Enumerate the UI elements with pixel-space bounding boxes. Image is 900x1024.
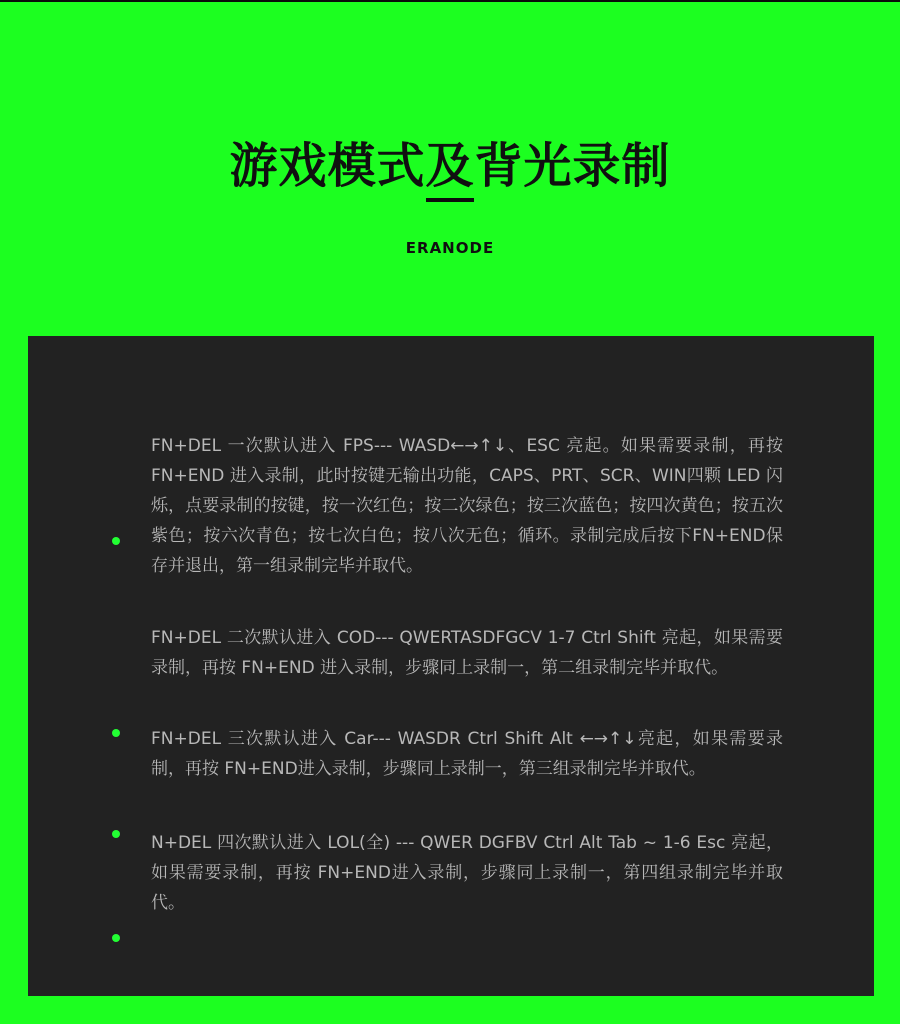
- item-text-1: FN+DEL 一次默认进入 FPS--- WASD←→↑↓、ESC 亮起。如果需要录制，再按FN+END 进入录制，此时按键无输出功能，CAPS、PRT、SCR、WIN四颗 LED 闪烁，点要录制的按键，按一次红色；按二次绿色；按三次蓝色；按四次黄色；按五次紫色；按六次青色；按七次白色；按八次无色；循环。录制完成后按下FN+END保存并退出，第一组录制完毕并取代。: [151, 436, 783, 576]
- item-text-2: FN+DEL 二次默认进入 COD--- QWERTASDFGCV 1-7 Ctrl Shift 亮起，如果需要录制，再按 FN+END 进入录制，步骤同上录制一，第二组录制完毕并取代。: [151, 628, 783, 678]
- bullet-icon: [112, 830, 120, 838]
- item-text-3: FN+DEL 三次默认进入 Car--- WASDR Ctrl Shift Alt ←→↑↓亮起，如果需要录制，再按 FN+END进入录制，步骤同上录制一，第三组录制完毕并取代。: [151, 729, 783, 779]
- brand-name: ERANODE: [405, 239, 495, 257]
- page-title: 游戏模式及背光录制: [229, 138, 671, 195]
- instructions-panel: [28, 336, 874, 996]
- bullet-icon: [112, 729, 120, 737]
- item-text-4: N+DEL 四次默认进入 LOL(全) --- QWER DGFBV Ctrl Alt Tab ~ 1-6 Esc 亮起，如果需要录制，再按 FN+END进入录制，步骤同上录制一，第四组录制完毕并取代。: [151, 833, 783, 913]
- title-divider: [426, 198, 474, 202]
- bullet-icon: [112, 537, 120, 545]
- top-rule: [0, 0, 900, 2]
- bullet-icon: [112, 934, 120, 942]
